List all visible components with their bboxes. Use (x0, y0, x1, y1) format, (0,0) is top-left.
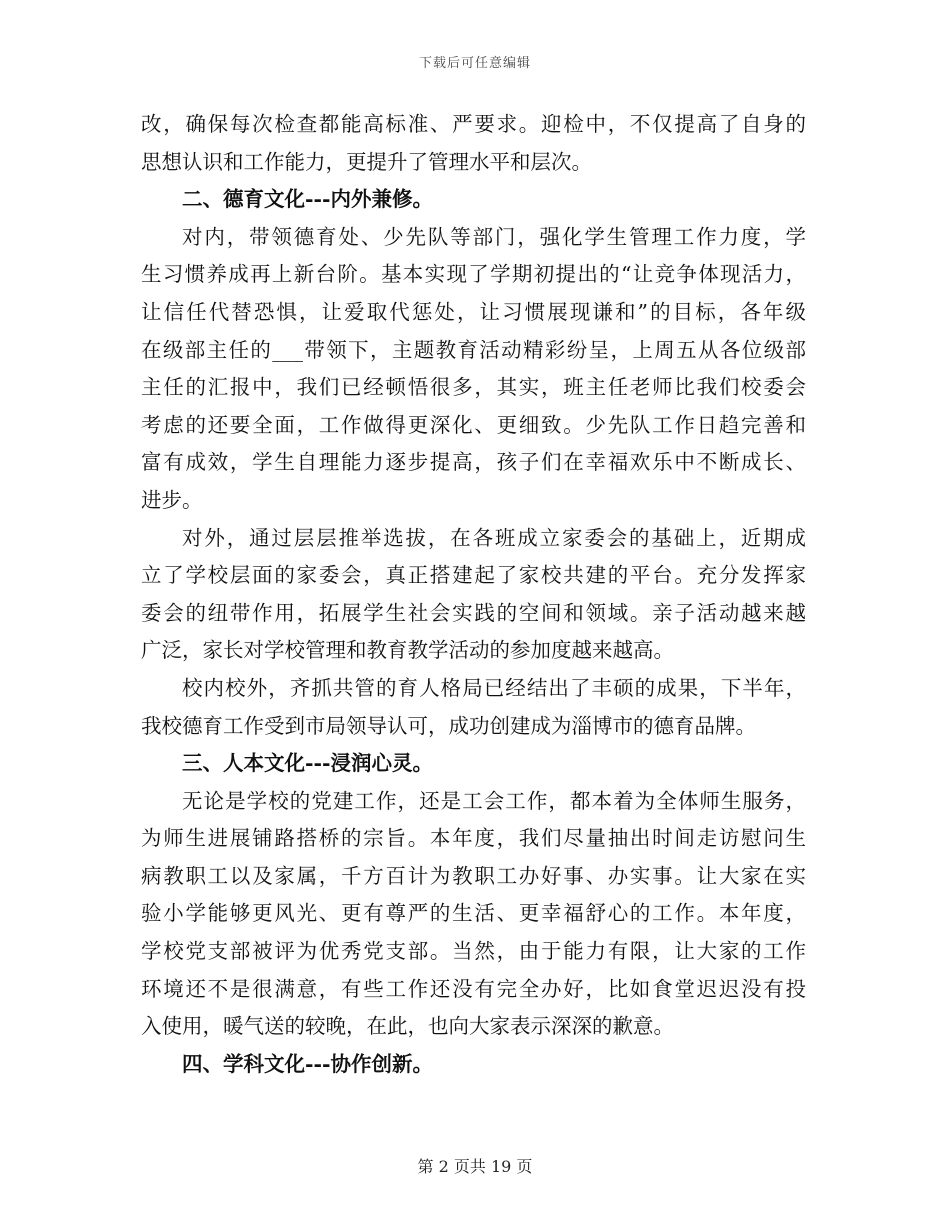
section-heading: 四、学科文化---协作创新。 (182, 1051, 434, 1076)
paragraph-line: 考虑的还要全面，工作做得更深化、更细致。少先队工作日趋完善和 (141, 412, 806, 437)
paragraph-line: 对内，带领德育处、少先队等部门，强化学生管理工作力度，学 (182, 224, 806, 249)
paragraph-line: 广泛，家长对学校管理和教育教学活动的参加度越来越高。 (141, 638, 674, 663)
paragraph-line: 立了学校层面的家委会，真正搭建起了家校共建的平台。充分发挥家 (141, 563, 806, 588)
paragraph-line: 主任的汇报中，我们已经顿悟很多，其实，班主任老师比我们校委会 (141, 375, 806, 400)
paragraph-line: 环境还不是很满意，有些工作还没有完全办好，比如食堂迟迟没有投 (141, 976, 806, 1001)
paragraph-line: 生习惯养成再上新台阶。基本实现了学期初提出的“让竞争体现活力， (141, 262, 806, 287)
paragraph-line: 学校党支部被评为优秀党支部。当然，由于能力有限，让大家的工作 (141, 939, 806, 964)
paragraph-line: 病教职工以及家属，千方百计为教职工办好事、办实事。让大家在实 (141, 863, 806, 888)
paragraph-line: 思想认识和工作能力，更提升了管理水平和层次。 (141, 149, 592, 174)
paragraph-line: 让信任代替恐惧，让爱取代惩处，让习惯展现谦和”的目标，各年级 (141, 299, 806, 324)
paragraph-line: 进步。 (141, 487, 203, 512)
paragraph-line: 委会的纽带作用，拓展学生社会实践的空间和领域。亲子活动越来越 (141, 600, 806, 625)
paragraph-line: 为师生进展铺路搭桥的宗旨。本年度，我们尽量抽出时间走访慰问生 (141, 826, 806, 851)
paragraph-line: 验小学能够更风光、更有尊严的生活、更幸福舒心的工作。本年度， (141, 901, 806, 926)
paragraph-line: 在级部主任的___带领下，主题教育活动精彩纷呈，上周五从各位级部 (141, 337, 806, 362)
section-heading: 三、人本文化---浸润心灵。 (182, 751, 434, 776)
section-heading: 二、德育文化---内外兼修。 (182, 187, 434, 212)
page-header: 下载后可任意编辑 (418, 56, 531, 71)
paragraph-line: 富有成效，学生自理能力逐步提高，孩子们在幸福欢乐中不断成长、 (141, 450, 806, 475)
document-body (141, 106, 806, 1083)
paragraph-line: 我校德育工作受到市局领导认可，成功创建成为淄博市的德育品牌。 (141, 713, 756, 738)
paragraph-line: 对外，通过层层推举选拔，在各班成立家委会的基础上，近期成 (182, 525, 806, 550)
paragraph-line: 改，确保每次检查都能高标准、严要求。迎检中，不仅提高了自身的 (141, 112, 806, 136)
paragraph-line: 校内校外，齐抓共管的育人格局已经结出了丰硕的成果，下半年， (182, 675, 806, 700)
page-footer: 第 2 页共 19 页 (417, 1157, 533, 1176)
paragraph-line: 入使用，暖气送的较晚，在此，也向大家表示深深的歉意。 (141, 1014, 674, 1039)
paragraph-line: 无论是学校的党建工作，还是工会工作，都本着为全体师生服务， (182, 788, 806, 813)
